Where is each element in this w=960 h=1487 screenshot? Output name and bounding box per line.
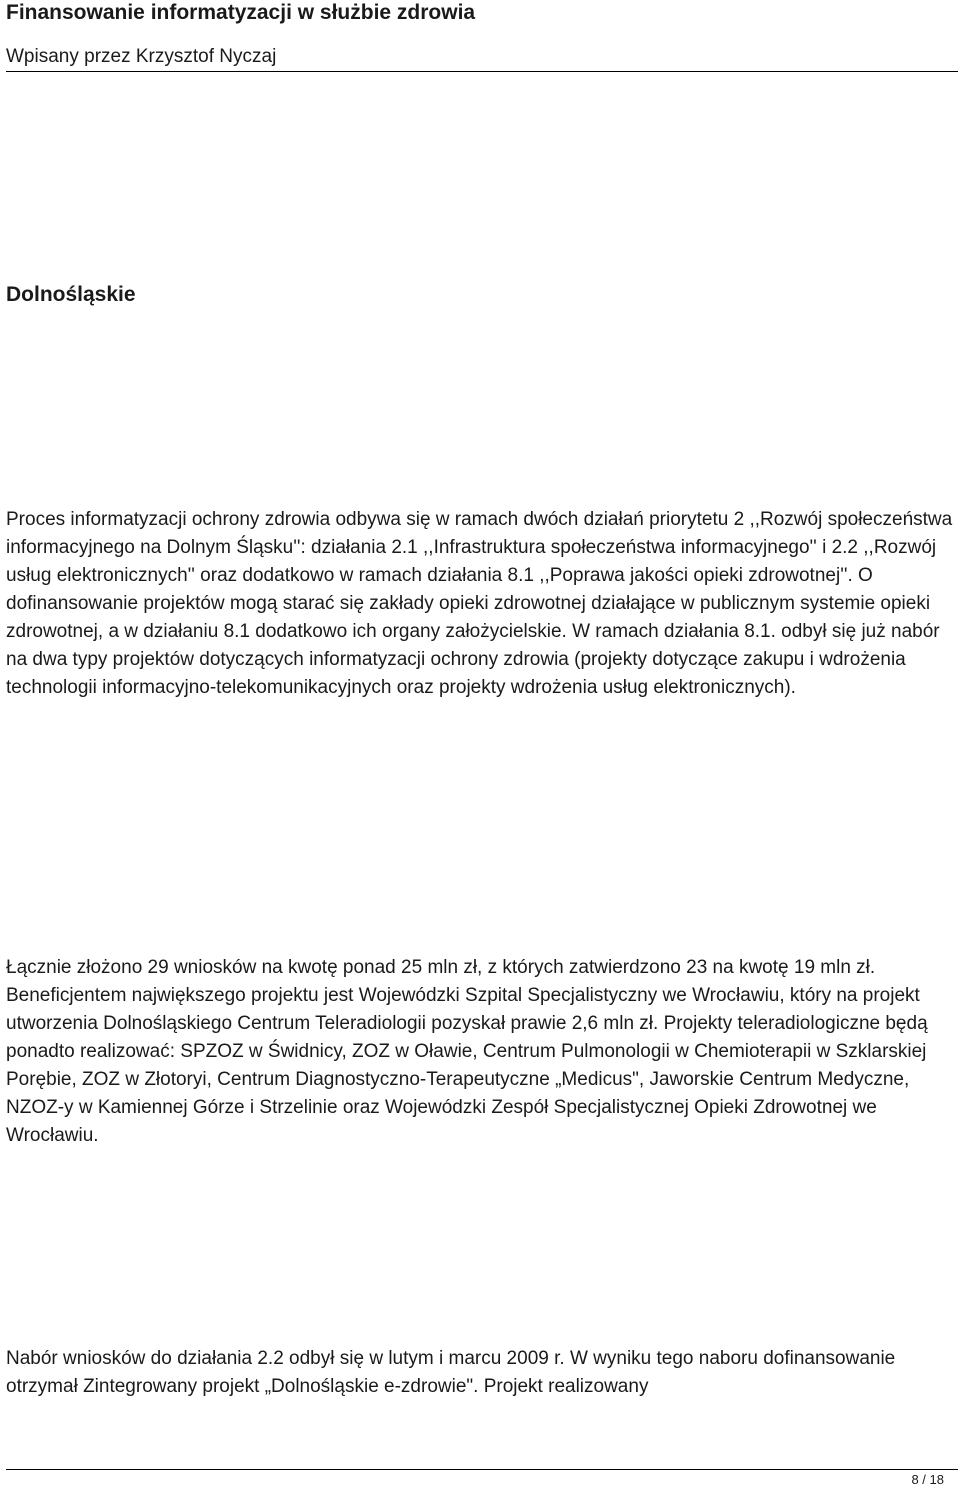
- header-divider: [6, 71, 958, 72]
- section-heading: Dolnośląskie: [6, 283, 136, 306]
- author-line: Wpisany przez Krzysztof Nyczaj: [6, 46, 277, 67]
- paragraph-3: Nabór wniosków do działania 2.2 odbył się w lutym i marcu 2009 r. W wyniku tego naboru dofinansowanie otrzymał Zintegrowany projekt „Dolnośląskie e-zdrowie". Projekt realizowany: [6, 1348, 896, 1397]
- document-title: Finansowanie informatyzacji w służbie zdrowia: [6, 1, 476, 24]
- footer-divider: [6, 1469, 958, 1470]
- paragraph-2: Łącznie złożono 29 wniosków na kwotę ponad 25 mln zł, z których zatwierdzono 23 na kwotę 19 mln zł. Beneficjentem największego projektu jest Wojewódzki Szpital Specjalistyczny we Wrocławiu, który na projekt utworzenia Dolnośląskiego Centrum Teleradiologii pozyskał prawie 2,6 mln zł. Projekty teleradiologiczne będą ponadto realizować: SPZOZ w Świdnicy, ZOZ w Oławie, Centrum Pulmonologii w Chemioterapii w Szklarskiej Porębie, ZOZ w Złotoryi, Centrum Diagnostyczno-Terapeutyczne „Medicus", Jaworskie Centrum Medyczne, NZOZ-y w Kamiennej Górze i Strzelinie oraz Wojewódzki Zespół Specjalistycznej Opieki Zdrowotnej we Wrocławiu.: [6, 957, 928, 1146]
- page-number: 8 / 18: [911, 1472, 944, 1487]
- paragraph-1: Proces informatyzacji ochrony zdrowia odbywa się w ramach dwóch działań priorytetu 2 ,,Rozwój społeczeństwa informacyjnego na Dolnym Śląsku'': działania 2.1 ,,Infrastruktura społeczeństwa informacyjnego'' i 2.2 ,,Rozwój usług elektronicznych'' oraz dodatkowo w ramach działania 8.1 ,,Poprawa jakości opieki zdrowotnej''. O dofinansowanie projektów mogą starać się zakłady opieki zdrowotnej działające w publicznym systemie opieki zdrowotnej, a w działaniu 8.1 dodatkowo ich organy założycielskie. W ramach działania 8.1. odbył się już nabór na dwa typy projektów dotyczących informatyzacji ochrony zdrowia (projekty dotyczące zakupu i wdrożenia technologii informacyjno-telekomunikacyjnych oraz projekty wdrożenia usług elektronicznych).: [6, 509, 953, 698]
- page-header: [6, 0, 958, 68]
